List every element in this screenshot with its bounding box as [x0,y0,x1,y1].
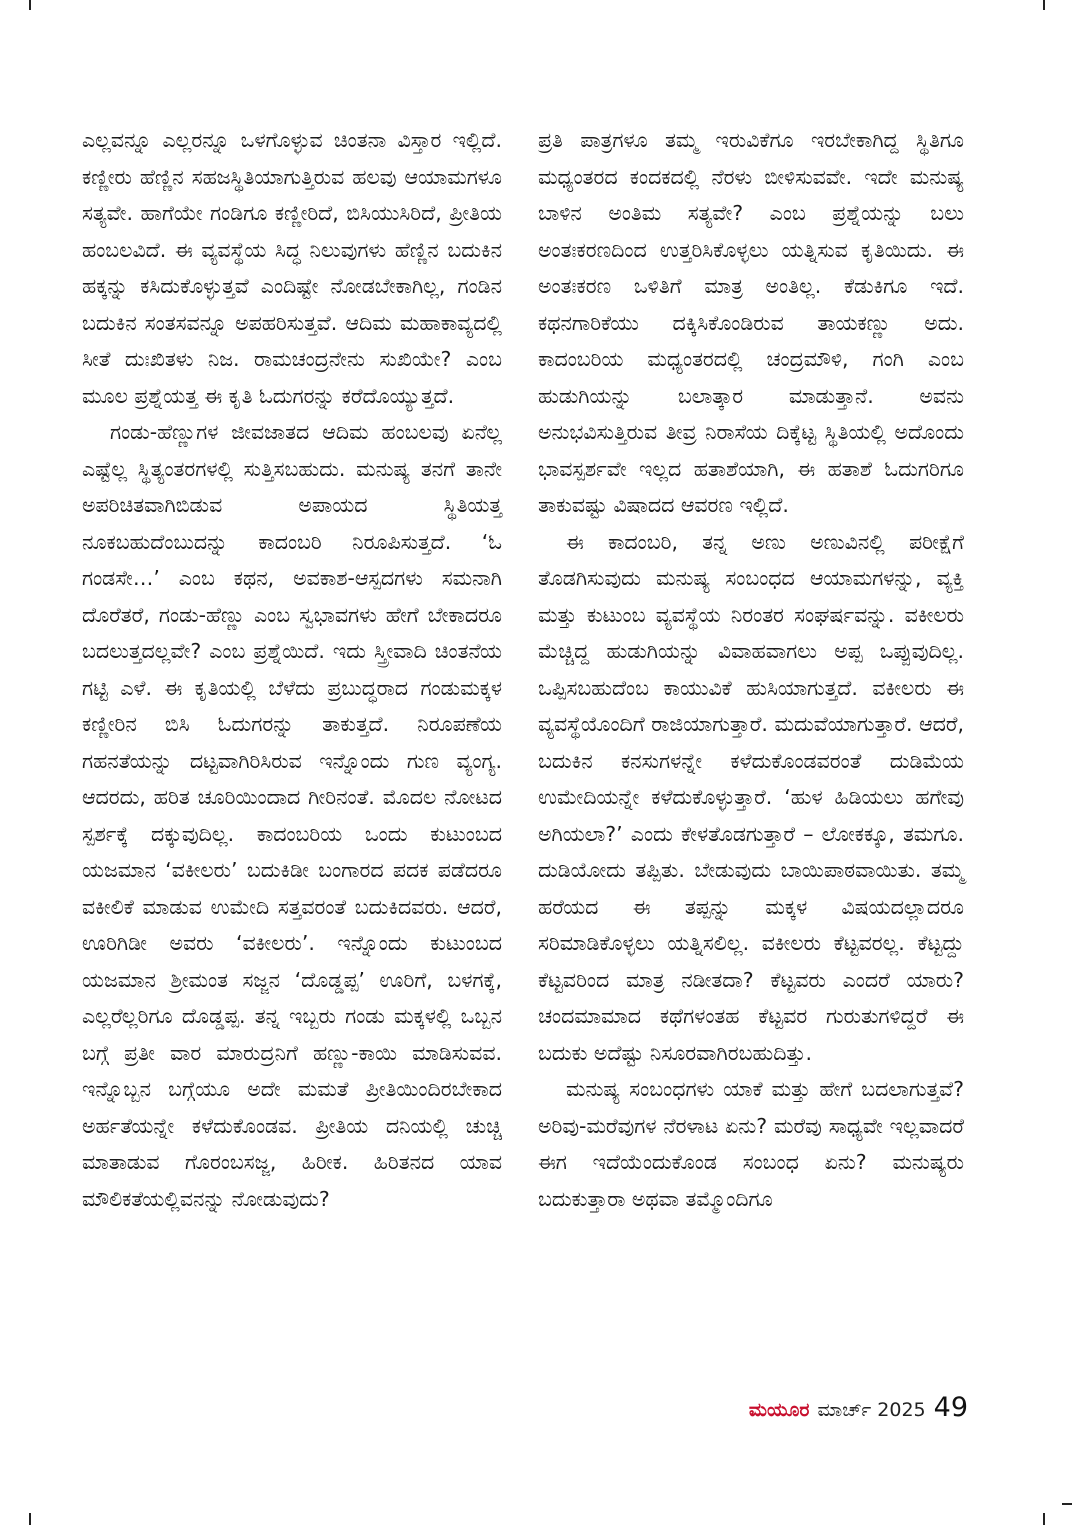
page-footer [728,1392,968,1428]
paragraph: ಎಲ್ಲವನ್ನೂ ಎಲ್ಲರನ್ನೂ ಒಳಗೊಳ್ಳುವ ಚಿಂತನಾ ವಿಸ್ತಾರ ಇಲ್ಲಿದೆ. ಕಣ್ಣೀರು ಹೆಣ್ಣಿನ ಸಹಜಸ್ಥಿತಿಯಾಗುತ್ತಿರುವ ಹಲವು ಆಯಾಮಗಳೂ ಸತ್ಯವೇ. ಹಾಗೆಯೇ ಗಂಡಿಗೂ ಕಣ್ಣೀರಿದೆ, ಬಿಸಿಯುಸಿರಿದೆ, ಪ್ರೀತಿಯ ಹಂಬಲವಿದೆ. ಈ ವ್ಯವಸ್ಥೆಯ ಸಿದ್ಧ ನಿಲುವುಗಳು ಹೆಣ್ಣಿನ ಬದುಕಿನ ಹಕ್ಕನ್ನು ಕಸಿದುಕೊಳ್ಳುತ್ತವೆ ಎಂದಿಷ್ಟೇ ನೋಡಬೇಕಾಗಿಲ್ಲ, ಗಂಡಿನ ಬದುಕಿನ ಸಂತಸವನ್ನೂ ಅಪಹರಿಸುತ್ತವೆ. ಆದಿಮ ಮಹಾಕಾವ್ಯದಲ್ಲಿ ಸೀತೆ ದುಃಖಿತಳು ನಿಜ. ರಾಮಚಂದ್ರನೇನು ಸುಖಿಯೇ? ಎಂಬ ಮೂಲ ಪ್ರಶ್ನೆಯತ್ತ ಈ ಕೃತಿ ಓದುಗರನ್ನು ಕರೆದೊಯ್ಯುತ್ತದೆ. [82,128,502,408]
crop-mark-top-right [1043,0,1045,10]
issue-date: ಮಾರ್ಚ್ 2025 [817,1399,926,1421]
crop-mark-bottom-right [1043,1513,1045,1525]
paragraph: ಗಂಡು-ಹೆಣ್ಣುಗಳ ಜೀವಜಾತದ ಆದಿಮ ಹಂಬಲವು ಏನೆಲ್ಲ ಎಷ್ಟೆಲ್ಲ ಸ್ಥಿತ್ಯಂತರಗಳಲ್ಲಿ ಸುತ್ತಿಸಬಹುದು. ಮನುಷ್ಯ ತನಗೆ ತಾನೇ ಅಪರಿಚಿತವಾಗಿಬಿಡುವ ಅಪಾಯದ ಸ್ಥಿತಿಯತ್ತ ನೂಕಬಹುದೆಂಬುದನ್ನು ಕಾದಂಬರಿ ನಿರೂಪಿಸುತ್ತದೆ. ‘ಓ ಗಂಡಸೇ…’ ಎಂಬ ಕಥನ, ಅವಕಾಶ-ಆಸ್ಪದಗಳು ಸಮನಾಗಿ ದೊರೆತರೆ, ಗಂಡು-ಹೆಣ್ಣು ಎಂಬ ಸ್ವಭಾವಗಳು ಹೇಗೆ ಬೇಕಾದರೂ ಬದಲುತ್ತದಲ್ಲವೇ? ಎಂಬ ಪ್ರಶ್ನೆಯಿದೆ. ಇದು ಸ್ತ್ರೀವಾದಿ ಚಿಂತನೆಯ ಗಟ್ಟಿ ಎಳೆ. ಈ ಕೃತಿಯಲ್ಲಿ ಬೆಳೆದು ಪ್ರಬುದ್ಧರಾದ ಗಂಡುಮಕ್ಕಳ ಕಣ್ಣೀರಿನ ಬಿಸಿ ಓದುಗರನ್ನು ತಾಕುತ್ತದೆ. ನಿರೂಪಣೆಯ ಗಹನತೆಯನ್ನು ದಟ್ಟವಾಗಿರಿಸಿರುವ ಇನ್ನೊಂದು ಗುಣ ವ್ಯಂಗ್ಯ. ಆದರದು, ಹರಿತ ಚೂರಿಯಿಂದಾದ ಗೀರಿನಂತೆ. ಮೊದಲ ನೋಟದ ಸ್ಪರ್ಶಕ್ಕೆ ದಕ್ಕುವುದಿಲ್ಲ. ಕಾದಂಬರಿಯ ಒಂದು ಕುಟುಂಬದ ಯಜಮಾನ ‘ವಕೀಲರು’ ಬದುಕಿಡೀ ಬಂಗಾರದ ಪದಕ ಪಡೆದರೂ ವಕೀಲಿಕೆ ಮಾಡುವ ಉಮೇದಿ ಸತ್ತವರಂತೆ ಬದುಕಿದವರು. ಆದರೆ, ಊರಿಗಿಡೀ ಅವರು ‘ವಕೀಲರು’. ಇನ್ನೊಂದು ಕುಟುಂಬದ ಯಜಮಾನ ಶ್ರೀಮಂತ ಸಜ್ಜನ ‘ದೊಡ್ಡಪ್ಪ’ ಊರಿಗೆ, ಬಳಗಕ್ಕೆ, ಎಲ್ಲರೆಲ್ಲರಿಗೂ ದೊಡ್ಡಪ್ಪ. ತನ್ನ ಇಬ್ಬರು ಗಂಡು ಮಕ್ಕಳಲ್ಲಿ ಒಬ್ಬನ ಬಗ್ಗೆ ಪ್ರತೀ ವಾರ ಮಾರುದ್ರನಿಗೆ ಹಣ್ಣು-ಕಾಯಿ ಮಾಡಿಸುವವ. ಇನ್ನೊಬ್ಬನ ಬಗ್ಗೆಯೂ ಅದೇ ಮಮತೆ ಪ್ರೀತಿಯಿಂದಿರಬೇಕಾದ ಅರ್ಹತೆಯನ್ನೇ ಕಳೆದುಕೊಂಡವ. ಪ್ರೀತಿಯ ದನಿಯಲ್ಲಿ ಚುಚ್ಚಿ ಮಾತಾಡುವ ಗೊರಂಬಸಜ್ಜ, ಹಿರೀಕ. ಹಿರಿತನದ ಯಾವ ಮೌಲಿಕತೆಯಲ್ಲಿವನನ್ನು ನೋಡುವುದು? [82,420,502,1211]
paragraph: ಪ್ರತಿ ಪಾತ್ರಗಳೂ ತಮ್ಮ ಇರುವಿಕೆಗೂ ಇರಬೇಕಾಗಿದ್ದ ಸ್ಥಿತಿಗೂ ಮಧ್ಯಂತರದ ಕಂದಕದಲ್ಲಿ ನೆರಳು ಬೀಳಿಸುವವೇ. ಇದೇ ಮನುಷ್ಯ ಬಾಳಿನ ಅಂತಿಮ ಸತ್ಯವೇ? ಎಂಬ ಪ್ರಶ್ನೆಯನ್ನು ಬಲು ಅಂತಃಕರಣದಿಂದ ಉತ್ತರಿಸಿಕೊಳ್ಳಲು ಯತ್ನಿಸುವ ಕೃತಿಯಿದು. ಈ ಅಂತಃಕರಣ ಒಳಿತಿಗೆ ಮಾತ್ರ ಅಂತಿಲ್ಲ. ಕೆಡುಕಿಗೂ ಇದೆ. ಕಥನಗಾರಿಕೆಯು ದಕ್ಕಿಸಿಕೊಂಡಿರುವ ತಾಯಕಣ್ಣು ಅದು. ಕಾದಂಬರಿಯ ಮಧ್ಯಂತರದಲ್ಲಿ ಚಂದ್ರಮೌಳಿ, ಗಂಗಿ ಎಂಬ ಹುಡುಗಿಯನ್ನು ಬಲಾತ್ಕಾರ ಮಾಡುತ್ತಾನೆ. ಅವನು ಅನುಭವಿಸುತ್ತಿರುವ ತೀವ್ರ ನಿರಾಸೆಯ ದಿಕ್ಕೆಟ್ಟ ಸ್ಥಿತಿಯಲ್ಲಿ ಅದೊಂದು ಭಾವಸ್ಪರ್ಶವೇ ಇಲ್ಲದ ಹತಾಶೆಯಾಗಿ, ಈ ಹತಾಶೆ ಓದುಗರಿಗೂ ತಾಕುವಷ್ಟು ವಿಷಾದದ ಆವರಣ ಇಲ್ಲಿದೆ. [538,128,964,517]
page-number: 49 [933,1392,968,1423]
crop-mark-top-left [29,0,31,10]
crop-mark-right-edge [1062,1503,1072,1505]
magazine-logo: ಮಯೂರ [748,1399,810,1421]
article-left-column [82,122,502,1217]
crop-mark-bottom-left [29,1513,31,1525]
paragraph: ಈ ಕಾದಂಬರಿ, ತನ್ನ ಅಣು ಅಣುವಿನಲ್ಲಿ ಪರೀಕ್ಷೆಗೆ ತೊಡಗಿಸುವುದು ಮನುಷ್ಯ ಸಂಬಂಧದ ಆಯಾಮಗಳನ್ನು, ವ್ಯಕ್ತಿ ಮತ್ತು ಕುಟುಂಬ ವ್ಯವಸ್ಥೆಯ ನಿರಂತರ ಸಂಘರ್ಷವನ್ನು. ವಕೀಲರು ಮೆಚ್ಚಿದ್ದ ಹುಡುಗಿಯನ್ನು ವಿವಾಹವಾಗಲು ಅಪ್ಪ ಒಪ್ಪುವುದಿಲ್ಲ. ಒಪ್ಪಿಸಬಹುದೆಂಬ ಕಾಯುವಿಕೆ ಹುಸಿಯಾಗುತ್ತದೆ. ವಕೀಲರು ಈ ವ್ಯವಸ್ಥೆಯೊಂದಿಗೆ ರಾಜಿಯಾಗುತ್ತಾರೆ. ಮದುವೆಯಾಗುತ್ತಾರೆ. ಆದರೆ, ಬದುಕಿನ ಕನಸುಗಳನ್ನೇ ಕಳೆದುಕೊಂಡವರಂತೆ ದುಡಿಮೆಯ ಉಮೇದಿಯನ್ನೇ ಕಳೆದುಕೊಳ್ಳುತ್ತಾರೆ. ‘ಹುಳ ಹಿಡಿಯಲು ಹಗೇವು ಅಗಿಯಲಾ?’ ಎಂದು ಕೇಳತೊಡಗುತ್ತಾರೆ – ಲೋಕಕ್ಕೂ, ತಮಗೂ. ದುಡಿಯೋದು ತಪ್ಪಿತು. ಬೇಡುವುದು ಬಾಯಿಪಾಠವಾಯಿತು. ತಮ್ಮ ಹರೆಯದ ಈ ತಪ್ಪನ್ನು ಮಕ್ಕಳ ವಿಷಯದಲ್ಲಾದರೂ ಸರಿಮಾಡಿಕೊಳ್ಳಲು ಯತ್ನಿಸಲಿಲ್ಲ. ವಕೀಲರು ಕೆಟ್ಟವರಲ್ಲ. ಕೆಟ್ಟದ್ದು ಕೆಟ್ಟವರಿಂದ ಮಾತ್ರ ನಡೀತದಾ? ಕೆಟ್ಟವರು ಎಂದರೆ ಯಾರು? ಚಂದಮಾಮಾದ ಕಥೆಗಳಂತಹ ಕೆಟ್ಟವರ ಗುರುತುಗಳಿದ್ದರೆ ಈ ಬದುಕು ಅದೆಷ್ಟು ನಿಸೂರವಾಗಿರಬಹುದಿತ್ತು. [538,529,964,1065]
paragraph: ಮನುಷ್ಯ ಸಂಬಂಧಗಳು ಯಾಕೆ ಮತ್ತು ಹೇಗೆ ಬದಲಾಗುತ್ತವೆ? ಅರಿವು-ಮರೆವುಗಳ ನೆರಳಾಟ ಏನು? ಮರೆವು ಸಾಧ್ಯವೇ ಇಲ್ಲವಾದರೆ ಈಗ ಇದೆಯೆಂದುಕೊಂಡ ಸಂಬಂಧ ಏನು? ಮನುಷ್ಯರು ಬದುಕುತ್ತಾರಾ ಅಥವಾ ತಮ್ಮೊಂದಿಗೂ [538,1077,964,1211]
article-right-column [538,122,964,1217]
